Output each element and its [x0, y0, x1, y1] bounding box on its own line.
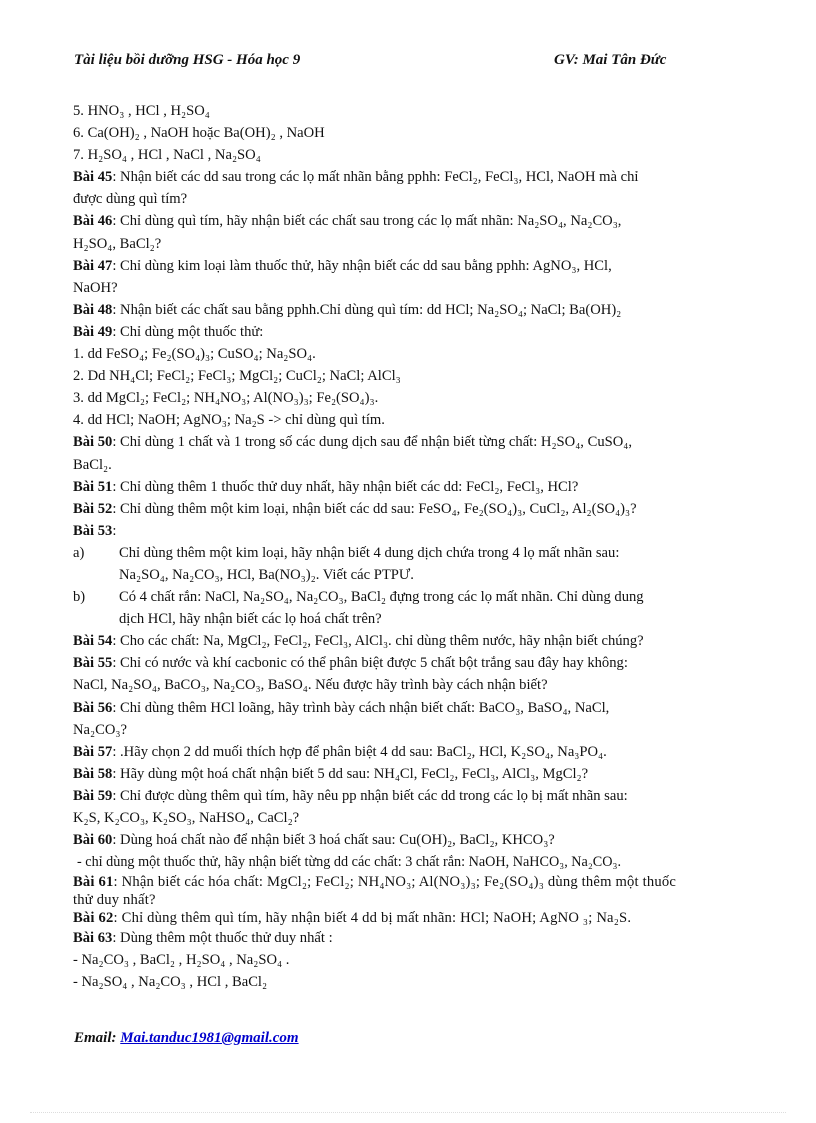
text-line: 2. Dd NH₄Cl; FeCl₂; FeCl₃; MgCl₂; CuCl₂; NaCl; AlCl₃	[73, 368, 401, 385]
sub-item-text: Có 4 chất rắn: NaCl, Na₂SO₄, Na₂CO₃, BaCl₂ đựng trong các lọ mất nhãn. Chỉ dùng dung	[119, 589, 644, 606]
exercise-number: Bài 52	[73, 500, 113, 517]
sub-item-marker: a)	[73, 544, 85, 561]
text-line: 4. dd HCl; NaOH; AgNO₃; Na₂S -> chỉ dùng quì tím.	[73, 412, 385, 429]
exercise-number: Bài 60	[73, 832, 113, 849]
text-line: NaOH?	[73, 279, 118, 296]
exercise-number: Bài 50	[73, 434, 113, 451]
email-label: Email:	[74, 1030, 117, 1046]
text-line: - Na₂CO₃ , BaCl₂ , H₂SO₄ , Na₂SO₄ .	[73, 952, 290, 969]
text-line: 3. dd MgCl₂; FeCl₂; NH₄NO₃; Al(NO₃)₃; Fe₂(SO₄)₃.	[73, 390, 379, 407]
text-line: thử duy nhất?	[73, 892, 156, 909]
exercise-number: Bài 59	[73, 787, 113, 804]
sub-item-continuation: Na₂SO₄, Na₂CO₃, HCl, Ba(NO₃)₂. Viết các PTPƯ.	[119, 566, 414, 583]
exercise-number: Bài 45	[73, 169, 113, 186]
exercise-60: Bài 60: Dùng hoá chất nào để nhận biết 3 hoá chất sau: Cu(OH)₂, BaCl₂, KHCO₃?	[73, 832, 555, 849]
text-line: K₂S, K₂CO₃, K₂SO₃, NaHSO₄, CaCl₂?	[73, 810, 300, 826]
exercise-45: Bài 45: Nhận biết các dd sau trong các lọ mất nhãn bằng pphh: FeCl₂, FeCl₃, HCl, NaOH mà chỉ	[73, 169, 639, 186]
exercise-46: Bài 46: Chỉ dùng quì tím, hãy nhận biết các chất sau trong các lọ mất nhãn: Na₂SO₄, Na₂CO₃,	[73, 213, 622, 230]
footer-divider	[30, 1112, 786, 1113]
text-line: 6. Ca(OH)₂ , NaOH hoặc Ba(OH)₂ , NaOH	[73, 125, 325, 142]
text-line: - chỉ dùng một thuốc thử, hãy nhận biết từng dd các chất: 3 chất rắn: NaOH, NaHCO₃, Na₂CO₃.	[77, 854, 621, 871]
sub-item-b	[73, 586, 723, 608]
exercise-number: Bài 54	[73, 633, 113, 650]
text-line: - Na₂SO₄ , Na₂CO₃ , HCl , BaCl₂	[73, 974, 268, 991]
exercise-number: Bài 46	[73, 213, 113, 230]
sub-item-a	[73, 542, 723, 564]
text-line: 7. H₂SO₄ , HCl , NaCl , Na₂SO₄	[73, 147, 261, 164]
email-link[interactable]: Mai.tanduc1981@gmail.com	[120, 1030, 299, 1046]
sub-item-continuation: dịch HCl, hãy nhận biết các lọ hoá chất trên?	[119, 611, 382, 628]
text-line: BaCl₂.	[73, 456, 112, 473]
exercise-54: Bài 54: Cho các chất: Na, MgCl₂, FeCl₂, FeCl₃, AlCl₃. chỉ dùng thêm nước, hãy nhận biết chúng?	[73, 633, 644, 650]
exercise-number: Bài 55	[73, 655, 113, 672]
exercise-61: Bài 61: Nhận biết các hóa chất: MgCl₂; FeCl₂; NH₄NO₃; Al(NO₃)₃; Fe₂(SO₄)₃ dùng thêm một thuốc	[73, 874, 677, 891]
text-line: được dùng quì tím?	[73, 191, 188, 208]
sub-item-marker: b)	[73, 589, 86, 606]
exercise-number: Bài 48	[73, 301, 113, 318]
exercise-48: Bài 48: Nhận biết các chất sau bằng pphh.Chỉ dùng quì tím: dd HCl; Na₂SO₄; NaCl; Ba(OH)₂	[73, 301, 622, 318]
exercise-55: Bài 55: Chỉ có nước và khí cacbonic có thể phân biệt được 5 chất bột trắng sau đây hay không:	[73, 655, 628, 672]
exercise-58: Bài 58: Hãy dùng một hoá chất nhận biết 5 dd sau: NH₄Cl, FeCl₂, FeCl₃, AlCl₃, MgCl₂?	[73, 765, 589, 782]
exercise-number: Bài 57	[73, 743, 113, 760]
exercise-number: Bài 63	[73, 930, 113, 947]
sub-item-text: Chỉ dùng thêm một kim loại, hãy nhận biết 4 dung dịch chứa trong 4 lọ mất nhãn sau:	[119, 544, 620, 561]
exercise-59: Bài 59: Chỉ được dùng thêm quì tím, hãy nêu pp nhận biết các dd trong các lọ bị mất nhãn sau:	[73, 787, 628, 804]
exercise-52: Bài 52: Chỉ dùng thêm một kim loại, nhận biết các dd sau: FeSO₄, Fe₂(SO₄)₃, CuCl₂, Al₂(SO₄)₃?	[73, 500, 637, 517]
exercise-number: Bài 62	[73, 910, 114, 927]
exercise-63: Bài 63: Dùng thêm một thuốc thử duy nhất :	[73, 930, 333, 947]
exercise-53: Bài 53:	[73, 522, 117, 539]
exercise-list	[73, 100, 723, 994]
header-title: Tài liệu bồi dưỡng HSG - Hóa học 9	[74, 52, 301, 68]
exercise-62: Bài 62: Chỉ dùng thêm quì tím, hãy nhận biết 4 dd bị mất nhãn: HCl; NaOH; AgNO ₃; Na₂S.	[73, 910, 632, 927]
exercise-50: Bài 50: Chỉ dùng 1 chất và 1 trong số các dung dịch sau để nhận biết từng chất: H₂SO₄, CuSO₄,	[73, 434, 633, 451]
exercise-number: Bài 53	[73, 522, 113, 539]
exercise-51: Bài 51: Chỉ dùng thêm 1 thuốc thử duy nhất, hãy nhận biết các dd: FeCl₂, FeCl₃, HCl?	[73, 478, 579, 495]
exercise-49: Bài 49: Chỉ dùng một thuốc thử:	[73, 323, 264, 340]
text-line: 1. dd FeSO₄; Fe₂(SO₄)₃; CuSO₄; Na₂SO₄.	[73, 346, 316, 363]
exercise-number: Bài 58	[73, 765, 113, 782]
exercise-57: Bài 57: .Hãy chọn 2 dd muối thích hợp để phân biệt 4 dd sau: BaCl₂, HCl, K₂SO₄, Na₃PO₄.	[73, 743, 607, 760]
exercise-number: Bài 49	[73, 323, 113, 340]
exercise-number: Bài 61	[73, 874, 114, 891]
text-line: H₂SO₄, BaCl₂?	[73, 235, 162, 252]
text-line: Na₂CO₃?	[73, 721, 127, 738]
footer-email	[74, 1030, 299, 1047]
exercise-number: Bài 56	[73, 699, 113, 716]
exercise-56: Bài 56: Chỉ dùng thêm HCl loãng, hãy trình bày cách nhận biết chất: BaCO₃, BaSO₄, NaCl,	[73, 699, 610, 716]
header-author: GV: Mai Tân Đức	[554, 52, 667, 68]
exercise-number: Bài 51	[73, 478, 113, 495]
exercise-47: Bài 47: Chỉ dùng kim loại làm thuốc thử, hãy nhận biết các dd sau bằng pphh: AgNO₃, HCl,	[73, 257, 612, 274]
exercise-number: Bài 47	[73, 257, 113, 274]
text-line: 5. HNO₃ , HCl , H₂SO₄	[73, 103, 210, 119]
text-line: NaCl, Na₂SO₄, BaCO₃, Na₂CO₃, BaSO₄. Nếu được hãy trình bày cách nhận biết?	[73, 677, 548, 694]
